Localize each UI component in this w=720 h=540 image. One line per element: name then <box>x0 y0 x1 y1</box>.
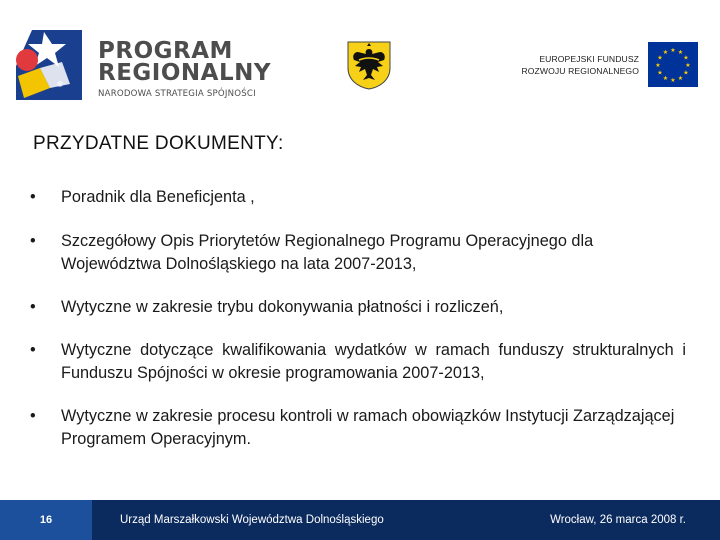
eu-flag-icon <box>648 42 698 87</box>
bullet-icon: • <box>30 298 36 316</box>
svg-text:★: ★ <box>657 54 663 62</box>
svg-text:★: ★ <box>685 62 691 69</box>
bullet-icon: • <box>30 232 36 250</box>
list-item-text: Wytyczne w zakresie trybu dokonywania płatności i rozliczeń, <box>61 298 504 316</box>
silesia-eagle-crest-icon <box>346 40 392 90</box>
svg-text:★: ★ <box>683 69 689 77</box>
bullet-icon: • <box>30 341 36 359</box>
svg-text:★: ★ <box>683 54 689 62</box>
list-item <box>30 296 686 319</box>
svg-text:★: ★ <box>670 47 676 54</box>
list-item-text: Wytyczne dotyczące kwalifikowania wydatków w ramach funduszy strukturalnych i Funduszu Spójności w okresie programowania 2007-2013, <box>61 341 686 382</box>
list-item <box>30 186 686 209</box>
program-logo-line1: PROGRAM <box>98 38 233 64</box>
bullet-icon: • <box>30 188 36 206</box>
list-item-text: Poradnik dla Beneficjenta , <box>61 188 255 206</box>
program-regionalny-logo <box>14 26 272 104</box>
svg-text:★: ★ <box>662 49 669 56</box>
program-regionalny-mark-icon <box>14 26 84 100</box>
footer-organization: Urząd Marszałkowski Województwa Dolnośląskiego <box>120 514 384 526</box>
svg-text:★: ★ <box>677 49 684 56</box>
svg-text:★: ★ <box>677 75 684 82</box>
list-item-text: Wytyczne w zakresie procesu kontroli w ramach obowiązków Instytucji Zarządzającej Programem Operacyjnym. <box>61 407 675 448</box>
page-number-box <box>0 500 92 540</box>
footer-bar <box>0 500 720 540</box>
svg-text:★: ★ <box>655 62 661 69</box>
eu-logo-line2: ROZWOJU REGIONALNEGO <box>521 66 639 76</box>
eu-fund-logo <box>505 40 695 90</box>
documents-list <box>30 186 686 451</box>
list-item-text: Szczegółowy Opis Priorytetów Regionalnego Programu Operacyjnego dla Województwa Dolnośląskiego na lata 2007-2013, <box>61 232 594 273</box>
page-title: PRZYDATNE DOKUMENTY: <box>33 133 284 154</box>
footer-date: Wrocław, 26 marca 2008 r. <box>550 514 686 526</box>
page-number: 16 <box>39 514 53 526</box>
list-item <box>30 405 686 451</box>
program-logo-line3: NARODOWA STRATEGIA SPÓJNOŚCI <box>98 89 256 99</box>
svg-text:★: ★ <box>657 69 663 77</box>
svg-text:★: ★ <box>670 77 676 84</box>
eu-logo-line1: EUROPEJSKI FUNDUSZ <box>539 54 639 64</box>
program-logo-line2: REGIONALNY <box>98 60 272 86</box>
bullet-icon: • <box>30 407 36 425</box>
svg-text:★: ★ <box>662 75 669 82</box>
list-item <box>30 230 686 276</box>
list-item <box>30 339 686 385</box>
